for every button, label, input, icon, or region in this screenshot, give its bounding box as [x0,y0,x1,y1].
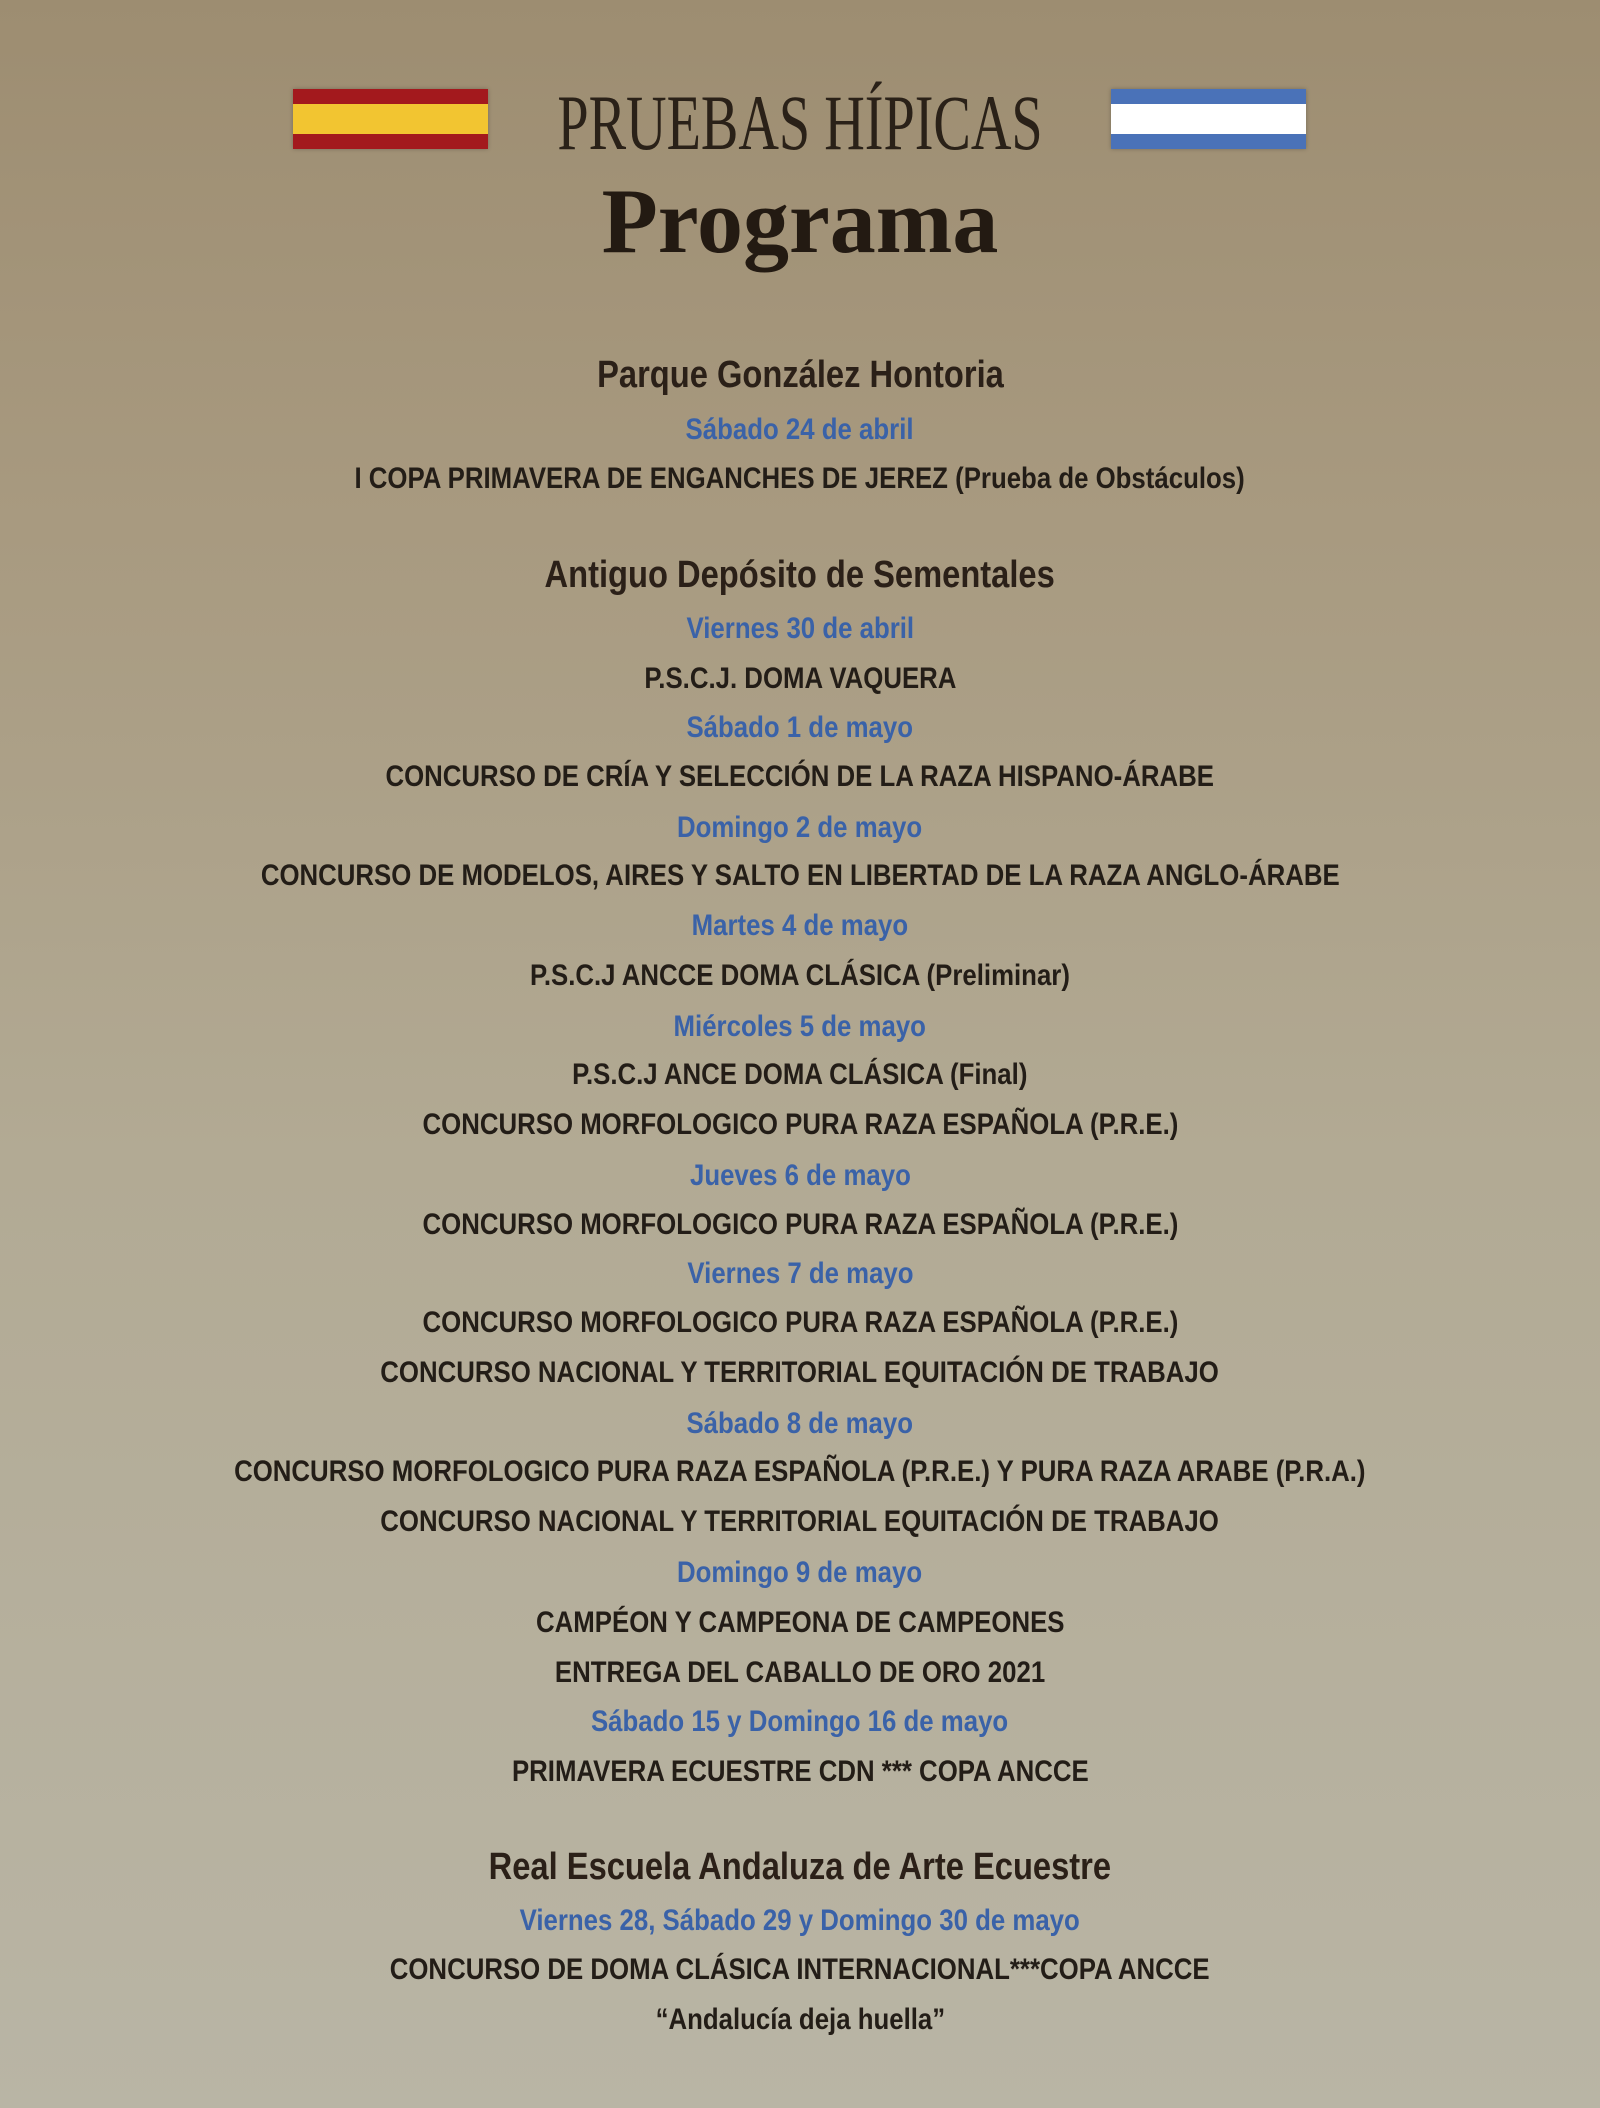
event-text: CONCURSO DE MODELOS, AIRES Y SALTO EN LIBERTAD DE LA RAZA ANGLO-ÁRABE [260,859,1340,892]
event-item [0,859,1600,893]
date-text: Sábado 15 y Domingo 16 de mayo [591,1705,1009,1738]
date-text: Sábado 8 de mayo [686,1407,914,1440]
event-item [0,959,1600,993]
event-item [0,1505,1600,1539]
date-text: Martes 4 de mayo [691,909,909,942]
venue-heading [0,554,1600,597]
event-text: CONCURSO MORFOLOGICO PURA RAZA ESPAÑOLA (P.R.E.) Y PURA RAZA ARABE (P.R.A.) [234,1455,1366,1488]
event-item [0,1656,1600,1690]
date-text: Domingo 9 de mayo [677,1556,923,1589]
event-item [0,462,1600,496]
event-item [0,1455,1600,1489]
event-text: CONCURSO MORFOLOGICO PURA RAZA ESPAÑOLA (P.R.E.) [422,1108,1178,1141]
date-text: Sábado 24 de abril [686,413,914,446]
event-item [0,1208,1600,1242]
event-text: CONCURSO NACIONAL Y TERRITORIAL EQUITACIÓN DE TRABAJO [380,1356,1220,1389]
event-text: ENTREGA DEL CABALLO DE ORO 2021 [554,1656,1046,1689]
venue-heading [0,354,1600,397]
event-text: CONCURSO MORFOLOGICO PURA RAZA ESPAÑOLA (P.R.E.) [422,1208,1178,1241]
event-text: P.S.C.J ANCE DOMA CLÁSICA (Final) [572,1058,1028,1091]
subtitle-text: Programa [601,170,999,272]
event-date [0,711,1600,745]
date-text: Viernes 7 de mayo [686,1257,914,1290]
venue-heading [0,1846,1600,1889]
event-text: P.S.C.J ANCCE DOMA CLÁSICA (Preliminar) [529,959,1070,992]
event-date [0,1257,1600,1291]
date-text: Viernes 30 de abril [686,612,914,645]
event-item [0,1755,1600,1789]
date-text: Viernes 28, Sábado 29 y Domingo 30 de mayo [519,1904,1081,1937]
event-date [0,612,1600,646]
event-date [0,1159,1600,1193]
date-text: Sábado 1 de mayo [686,711,914,744]
event-item [0,2003,1600,2037]
event-item [0,1356,1600,1390]
event-date [0,1556,1600,1590]
date-text: Miércoles 5 de mayo [673,1010,927,1043]
event-text: CONCURSO DE CRÍA Y SELECCIÓN DE LA RAZA HISPANO-ÁRABE [385,760,1215,793]
event-item [0,1108,1600,1142]
event-date [0,1010,1600,1044]
event-text: CONCURSO MORFOLOGICO PURA RAZA ESPAÑOLA (P.R.E.) [422,1306,1178,1339]
event-date [0,1407,1600,1441]
event-item [0,1606,1600,1640]
event-text: PRIMAVERA ECUESTRE CDN *** COPA ANCCE [511,1755,1089,1788]
event-text: P.S.C.J. DOMA VAQUERA [643,662,957,695]
event-item [0,760,1600,794]
subtitle [0,168,1600,274]
event-text: CONCURSO NACIONAL Y TERRITORIAL EQUITACIÓN DE TRABAJO [380,1505,1220,1538]
venue-text: Antiguo Depósito de Sementales [544,554,1056,596]
event-date [0,811,1600,845]
event-text: CAMPÉON Y CAMPEONA DE CAMPEONES [535,1606,1065,1639]
venue-text: Real Escuela Andaluza de Arte Ecuestre [488,1846,1112,1888]
event-text: “Andalucía deja huella” [655,2003,945,2036]
event-item [0,1953,1600,1987]
event-text: I COPA PRIMAVERA DE ENGANCHES DE JEREZ (Prueba de Obstáculos) [354,462,1246,495]
title [0,78,1600,168]
event-item [0,662,1600,696]
event-date [0,1904,1600,1938]
event-date [0,413,1600,447]
event-date [0,909,1600,943]
event-item [0,1306,1600,1340]
date-text: Jueves 6 de mayo [689,1159,911,1192]
event-item [0,1058,1600,1092]
venue-text: Parque González Hontoria [596,354,1004,396]
event-text: CONCURSO DE DOMA CLÁSICA INTERNACIONAL***COPA ANCCE [390,1953,1210,1986]
title-text: PRUEBAS HÍPICAS [557,79,1043,166]
date-text: Domingo 2 de mayo [677,811,923,844]
event-date [0,1705,1600,1739]
